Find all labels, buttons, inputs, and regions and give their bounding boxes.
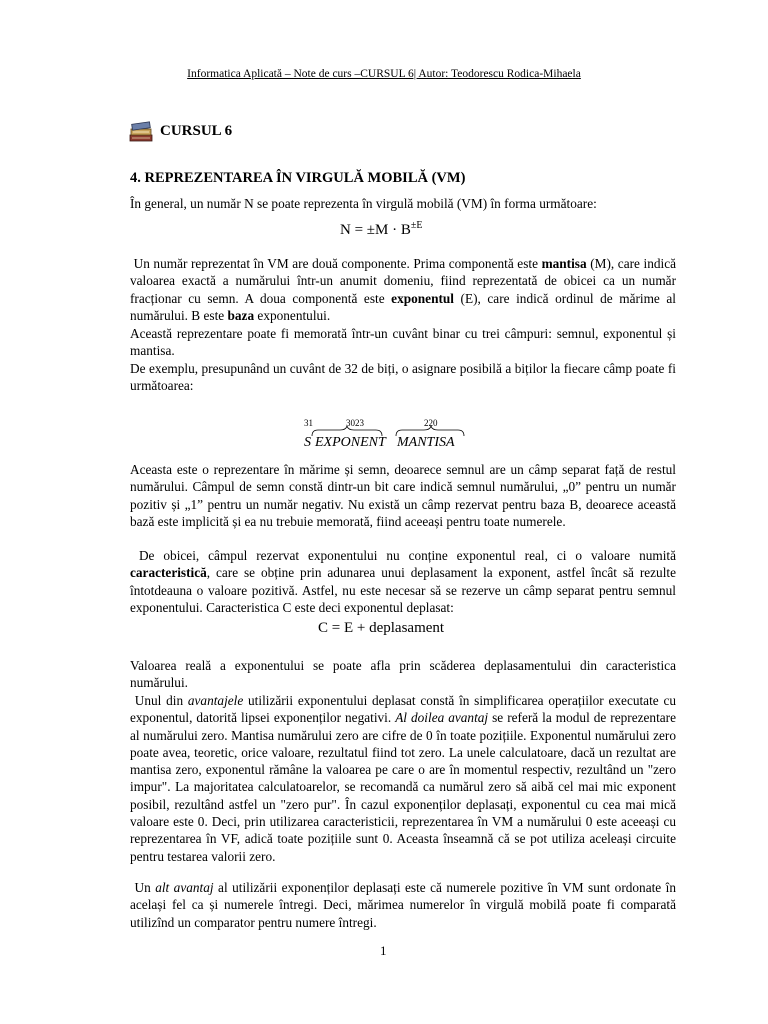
page-number: 1 [380, 943, 387, 958]
p5-bold-caracteristica: caracteristică [130, 565, 207, 581]
p1-bold-mantisa: mantisa [541, 256, 587, 271]
bit-label-exponent: 3023 [346, 418, 364, 428]
p1-text-e: exponentului. [254, 307, 331, 323]
p7-text-c: se referă la modul de reprezentare al numărului zero. Mantisa numărului zero are cifre de 0 în toate pozițiile. Exponentul numărului zero poate avea, teoretic, orice valoare, rezultatul fiind tot zero. La unele calculatoare, dacă un rezultat are mantisa zero, exponentul rămâne la valoarea pe care o are în momentul respectiv, rezultând un "zero impur". La majoritatea calculatoarelor, se recomandă ca numărul zero să aibă cel mai mic exponent posibil, rezultând astfel un "zero pur". În cazul exponenților deplasați, exponentul cu cea mai mică valoare este 0. Deci, prin utilizarea caracteristicii, reprezentarea în VM a numărului 0 este aceeași cu reprezentarea în VF, adică toate pozițiile sunt 0. Aceasta înseamnă că se pot utiliza aceleași circuite pentru testarea valorii zero. [130, 710, 676, 864]
p5-text-a: De obicei, câmpul rezervat exponentului nu conține exponentul real, ci o valoare numită [138, 548, 676, 563]
p5-text-c: , care se obține prin adunarea unui deplasament la exponent, astfel încât să rezulte întotdeauna o valoare pozitivă. Astfel, nu este necesar să se rezerve un câmp separat pentru semnul exponentului. Caracteristica C este deci exponentul deplasat: [130, 565, 676, 615]
p1-bold-baza: baza [227, 307, 255, 323]
bit-label-sign: 31 [304, 418, 313, 428]
paragraph-characteristic [130, 547, 676, 616]
paragraph-example: De exemplu, presupunând un cuvânt de 32 de biți, o asignare posibilă a biților la fiecare câmp poate fi următoarea: [130, 361, 676, 394]
books-icon [128, 119, 154, 143]
paragraph-sign-magnitude: Aceasta este o reprezentare în mărime și semn, deoarece semnul are un câmp separat față de restul numărului. Câmpul de semn constă dintr-un bit care indică semnul numărului, „0” pentru un număr pozitiv și „1” pentru un număr negativ. Nu există un câmp rezervat pentru baza B, deoarece această bază este implicită și ea nu trebuie memorată, fiind aceeași pentru toate numerele. [130, 462, 676, 529]
course-title: CURSUL 6 [160, 122, 233, 139]
p1-text-c: (M), care indică valoarea exactă a numărului într-un anumit domeniu, fiind reprezentată de obicei ca un număr fracționar cu semn. A doua componentă este [130, 256, 677, 306]
bitfield-exponent: EXPONENT [315, 435, 386, 450]
p1-text-a: Un număr reprezentat în VM are două componente. Prima componentă este [133, 256, 542, 271]
vm-formula-exponent: ±E [410, 220, 423, 231]
p8-italic-alt-avantaj: alt avantaj [155, 880, 214, 895]
paragraph-components [130, 255, 676, 324]
paragraph-advantages [130, 692, 676, 865]
p8-text-b: al utilizării exponenților deplasați este că numerele pozitive în VM sunt ordonate în același fel ca și numerele întregi. Deci, mărimea numerelor în virgulă mobilă poate fi comparată utilizînd un comparator pentru numere întregi. [130, 880, 677, 930]
p8-text-a: Un [134, 880, 156, 895]
p1-bold-exponent: exponentul [391, 290, 454, 306]
paragraph-word-fields: Această reprezentare poate fi memorată într-un cuvânt binar cu trei câmpuri: semnul, exponentul și mantisa. [130, 326, 676, 359]
section-heading: 4. REPREZENTAREA ÎN VIRGULĂ MOBILĂ (VM) [130, 170, 466, 186]
bit-label-mantisa: 220 [424, 418, 438, 428]
bias-formula: C = E + deplasament [318, 620, 445, 636]
bitfield-diagram [300, 418, 470, 458]
paragraph-ordering [130, 879, 676, 931]
vm-formula [340, 220, 422, 239]
page-header: Informatica Aplicată – Note de curs –CURSUL 6| Autor: Teodorescu Rodica-Mihaela [187, 68, 581, 80]
p7-text-a: Unul din [134, 693, 188, 708]
p1-text-d: (E), care indică ordinul de mărime al numărului. B este [130, 290, 676, 323]
p7-italic-avantajele: avantajele [187, 693, 244, 708]
bitfield-sign: S [304, 435, 311, 450]
intro-paragraph: În general, un număr N se poate reprezenta în virgulă mobilă (VM) în forma următoare: [130, 196, 597, 211]
bitfield-mantisa: MANTISA [397, 435, 455, 450]
course-title-block [128, 118, 232, 144]
p7-text-b: utilizării exponentului deplasat constă în simplificarea operațiilor executate cu exponentul, datorită lipsei exponenților negativi. [130, 693, 676, 726]
paragraph-real-exponent: Valoarea reală a exponentului se poate afla prin scăderea deplasamentului din caracteristica numărului. [130, 658, 676, 691]
p7-italic-second-advantage: Al doilea avantaj [395, 710, 489, 726]
vm-formula-main: N = ±M · B [340, 222, 411, 238]
